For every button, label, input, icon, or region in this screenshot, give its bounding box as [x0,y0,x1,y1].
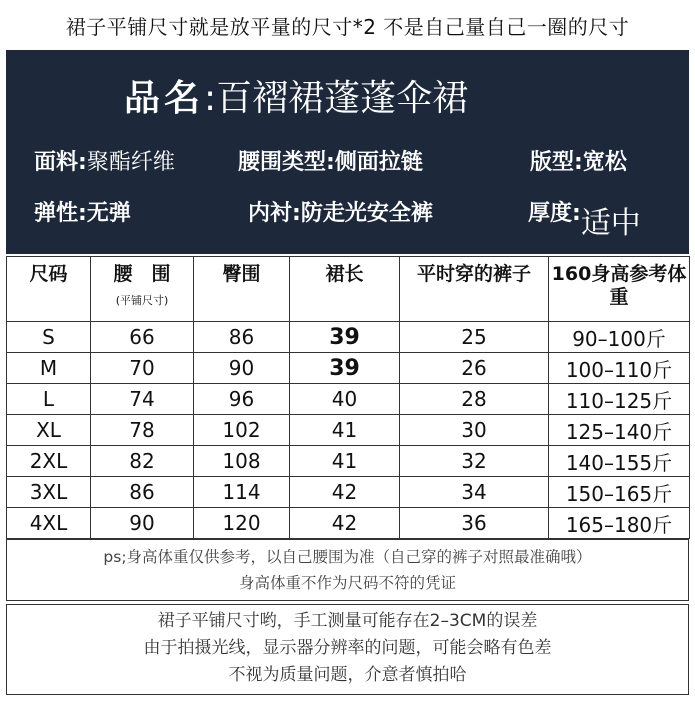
elasticity-key: 弹性: [34,201,87,226]
table-header-row [7,257,690,322]
cell-weight: 140–155斤 [549,446,690,477]
table-row [7,477,690,508]
thickness-value: 适中 [580,206,641,241]
cell-pants: 30 [400,415,549,446]
cell-weight: 90–100斤 [549,322,690,353]
product-name-key: 品名 [124,78,205,119]
cell-size: 3XL [7,477,91,508]
cell-length: 41 [290,415,400,446]
fabric-key: 面料: [34,150,87,175]
product-info-panel [6,50,689,254]
fit-key: 版型: [530,150,583,175]
cell-hip: 96 [194,384,290,415]
cell-hip: 90 [194,353,290,384]
table-row [7,415,690,446]
cell-pants: 36 [400,508,549,539]
reference-note-line-1: ps;身高体重仅供参考，以自己腰围为准（自己穿的裤子对照最准确哦） [103,548,592,566]
cell-waist: 66 [91,322,194,353]
cell-hip: 108 [194,446,290,477]
header-hip: 臀围 [194,257,290,322]
header-weight: 160身高参考体重 [549,257,690,322]
waist-type-attribute [238,145,423,176]
cell-size: S [7,322,91,353]
cell-waist: 78 [91,415,194,446]
flat-measurement-note: 裙子平铺尺寸就是放平量的尺寸*2 不是自己量自己一圈的尺寸 [65,14,630,39]
cell-waist: 70 [91,353,194,384]
header-waist-sub: (平铺尺寸) [115,293,169,307]
elasticity-attribute [34,196,131,227]
cell-pants: 32 [400,446,549,477]
cell-length: 42 [290,508,400,539]
cell-pants: 28 [400,384,549,415]
cell-size: 2XL [7,446,91,477]
cell-weight: 150–165斤 [549,477,690,508]
header-usual-pants: 平时穿的裤子 [400,257,549,322]
reference-note-box [6,539,689,601]
fabric-value: 聚酯纤维 [86,150,175,175]
lining-attribute [248,196,433,227]
cell-pants: 25 [400,322,549,353]
table-row [7,508,690,539]
fit-value: 宽松 [582,150,627,175]
disclaimer-box [6,604,689,695]
product-name-value: :百褶裙蓬蓬伞裙 [204,78,469,119]
cell-length: 42 [290,477,400,508]
cell-hip: 114 [194,477,290,508]
size-chart-table [6,256,690,539]
table-row [7,384,690,415]
waist-type-key: 腰围类型: [238,150,335,175]
cell-weight: 125–140斤 [549,415,690,446]
cell-length: 40 [290,384,400,415]
cell-size: M [7,353,91,384]
cell-hip: 120 [194,508,290,539]
cell-waist: 90 [91,508,194,539]
cell-weight: 165–180斤 [549,508,690,539]
cell-weight: 100–110斤 [549,353,690,384]
table-row [7,353,690,384]
cell-waist: 86 [91,477,194,508]
cell-size: 4XL [7,508,91,539]
lining-value: 防走光安全裤 [300,201,433,226]
thickness-key: 厚度: [528,201,581,226]
fit-attribute [530,145,627,176]
waist-type-value: 侧面拉链 [334,149,423,175]
cell-hip: 86 [194,322,290,353]
reference-note-line-2: 身高体重不作为尺码不符的凭证 [238,574,456,592]
header-length: 裙长 [290,257,400,322]
cell-pants: 34 [400,477,549,508]
cell-hip: 102 [194,415,290,446]
cell-pants: 26 [400,353,549,384]
cell-length: 39 [290,322,400,353]
table-row [7,322,690,353]
cell-size: XL [7,415,91,446]
cell-length: 41 [290,446,400,477]
lining-key: 内衬: [248,201,301,226]
disclaimer-line-3: 不视为质量问题，介意者慎拍哈 [228,665,467,685]
fabric-attribute [34,145,175,176]
header-waist-label: 腰 围 [113,263,171,285]
disclaimer-line-2: 由于拍摄光线，显示器分辨率的问题，可能会略有色差 [143,638,552,658]
cell-size: L [7,384,91,415]
cell-waist: 74 [91,384,194,415]
header-waist [91,257,194,322]
cell-weight: 110–125斤 [549,384,690,415]
product-name [124,70,468,121]
cell-length: 39 [290,353,400,384]
table-row [7,446,690,477]
cell-waist: 82 [91,446,194,477]
header-size: 尺码 [7,257,91,322]
thickness-attribute [528,196,641,241]
disclaimer-line-1: 裙子平铺尺寸哟，手工测量可能存在2–3CM的误差 [157,611,538,631]
elasticity-value: 无弹 [86,201,131,226]
